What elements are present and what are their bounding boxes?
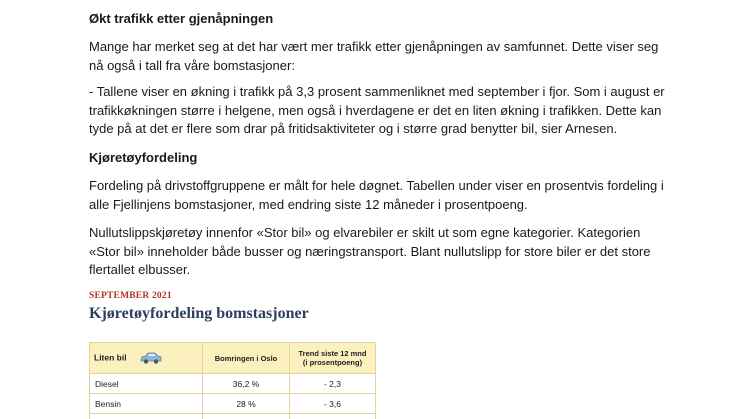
table-row bbox=[90, 374, 376, 394]
row-trend-empty bbox=[290, 414, 376, 419]
text-line: «Stor bil» inneholder både busser og næringstransport. Blant nullutslipp for store biler er det store bbox=[89, 243, 651, 259]
header-label: Liten bil bbox=[94, 352, 127, 363]
figure-date-label: SEPTEMBER 2021 bbox=[89, 291, 172, 301]
table-row bbox=[90, 394, 376, 414]
text-line: flertallet elbusser. bbox=[89, 262, 191, 278]
text-line: Mange har merket seg at det har vært mer trafikk etter gjenåpningen av samfunnet. Dette viser seg bbox=[89, 39, 659, 54]
text-line: Fordeling på drivstoffgruppene er målt for hele døgnet. Tabellen under viser en prosentvis fordeling i bbox=[89, 178, 664, 193]
text-line: alle Fjellinjens bomstasjoner, med endring siste 12 måneder i prosentpoeng. bbox=[89, 196, 528, 212]
row-fuel-name-empty bbox=[90, 414, 203, 419]
text-line: tyde på at det er flere som drar på fritidsaktiviteter og i større grad benytter bil, sier Arnesen. bbox=[89, 121, 618, 137]
intro-paragraph bbox=[89, 38, 669, 75]
figure-title: Kjøretøyfordeling bomstasjoner bbox=[89, 305, 309, 322]
row-trend: - 2,3 bbox=[290, 374, 376, 394]
text-line: Nullutslippskjøretøy innenfor «Stor bil» og elvarebiler er skilt ut som egne kategorier. Kategorien bbox=[89, 225, 641, 240]
row-trend: - 3,6 bbox=[290, 394, 376, 414]
text-line: trafikkøkningen større i helgene, men også i hverdagene er det en liten økning i trafikken. Dette kan bbox=[89, 102, 662, 118]
text-line: - Tallene viser en økning i trafikk på 3,3 prosent sammenliknet med september i fjor. Som i august er bbox=[89, 84, 665, 99]
row-fuel-name: Bensin bbox=[90, 394, 203, 414]
distribution-paragraph bbox=[89, 177, 669, 214]
section-heading-traffic: Økt trafikk etter gjenåpningen bbox=[89, 11, 274, 26]
row-share-empty bbox=[203, 414, 290, 419]
table-row bbox=[90, 414, 376, 419]
zero-emission-paragraph bbox=[89, 224, 669, 280]
header-small-car bbox=[90, 343, 203, 374]
text-line: nå også i tall fra våre bomstasjoner: bbox=[89, 57, 295, 73]
row-share: 36,2 % bbox=[203, 374, 290, 394]
quote-paragraph bbox=[89, 83, 669, 139]
header-trend bbox=[290, 343, 376, 374]
car-icon bbox=[139, 351, 163, 365]
section-heading-distribution: Kjøretøyfordeling bbox=[89, 150, 198, 165]
row-share: 28 % bbox=[203, 394, 290, 414]
header-trend-line2: (i prosentpoeng) bbox=[302, 358, 363, 367]
header-trend-line1: Trend siste 12 mnd bbox=[298, 349, 367, 358]
vehicle-distribution-table bbox=[89, 342, 376, 419]
header-toll-ring: Bomringen i Oslo bbox=[203, 343, 290, 374]
row-fuel-name: Diesel bbox=[90, 374, 203, 394]
table-header-row bbox=[90, 343, 376, 374]
